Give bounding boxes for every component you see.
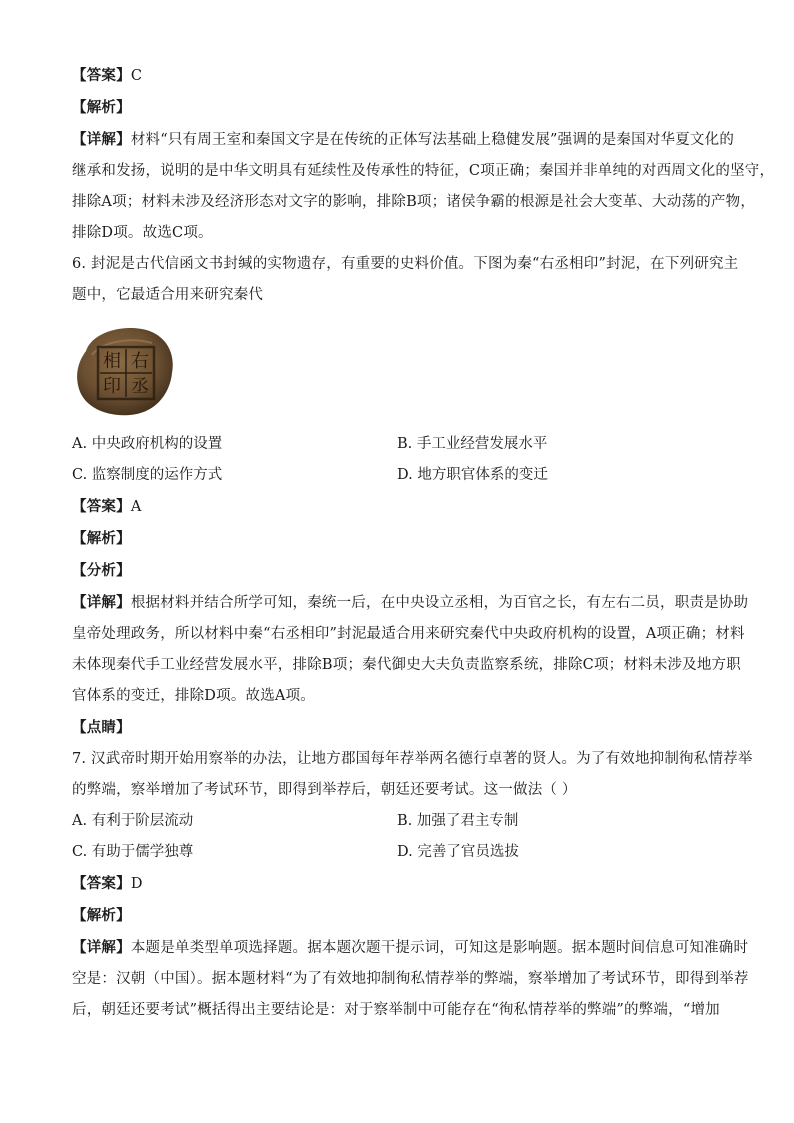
answer-label: 【答案】: [72, 875, 131, 892]
q5-detail-line-2: 继承和发扬，说明的是中华文明具有延续性及传承性的特征，C项正确；秦国并非单纯的对西周文化的坚守，: [72, 163, 775, 179]
q5-answer: [72, 60, 722, 92]
q6-option-c: C. 监察制度的运作方式: [72, 467, 223, 483]
q7-answer: [72, 868, 722, 900]
detail-label: 【详解】: [72, 594, 131, 611]
q6-detail-line-1: 【详解】根据材料并结合所学可知，秦统一后，在中央设立丞相，为百官之长，有左右二员，职责是协助: [72, 594, 749, 611]
q6-stem-line-2: 题中，它最适合用来研究秦代: [72, 287, 264, 303]
seal-char-you: 右: [131, 351, 149, 372]
answer-label: 【答案】: [72, 498, 131, 515]
q6-fenxi-label: 【分析】: [72, 562, 131, 579]
q6-analysis-label: 【解析】: [72, 530, 131, 547]
q7-detail-line-2: 空是：汉朝（中国）。据本题材料“为了有效地抑制徇私情荐举的弊端，察举增加了考试环节，即得到举荐: [72, 971, 749, 987]
answer-label: 【答案】: [72, 67, 131, 84]
seal-char-yin: 印: [103, 376, 121, 397]
answer-value: A: [130, 499, 142, 515]
q7-option-a: A. 有利于阶层流动: [72, 813, 194, 829]
q7-options-row-2: [72, 837, 722, 868]
q7-analysis-label: 【解析】: [72, 907, 131, 924]
q7-stem-line-2: 的弊端，察举增加了考试环节，即得到举荐后，朝廷还要考试。这一做法（ ）: [72, 782, 577, 798]
q7-option-d: D. 完善了官员选拔: [397, 844, 519, 860]
q6-detail-line-4: 官体系的变迁，排除D项。故选A项。: [72, 688, 315, 704]
q7-options-row-1: [72, 806, 722, 837]
q7-option-c: C. 有助于儒学独尊: [72, 844, 194, 860]
q6-answer: [72, 491, 722, 523]
q7-option-b: B. 加强了君主专制: [397, 813, 519, 829]
detail-label: 【详解】: [72, 131, 131, 148]
q6-stem-line-1: 6. 封泥是古代信函文书封缄的实物遗存，有重要的史料价值。下图为秦“右丞相印”封泥，在下列研究主: [72, 256, 739, 272]
q7-detail-line-3: 后，朝廷还要考试”概括得出主要结论是：对于察举制中可能存在“徇私情荐举的弊端”的弊端，“增加: [72, 1002, 720, 1018]
q5-detail-line-1: 【详解】材料“只有周王室和秦国文字是在传统的正体写法基础上稳健发展”强调的是秦国对华夏文化的: [72, 131, 735, 148]
q5-detail-line-3: 排除A项；材料未涉及经济形态对文字的影响，排除B项；诸侯争霸的根源是社会大变革、大动荡的产物，: [72, 194, 756, 210]
q6-option-d: D. 地方职官体系的变迁: [397, 467, 548, 483]
q6-options-row-2: [72, 460, 722, 491]
answer-value: C: [130, 68, 143, 84]
q6-detail-line-2: 皇帝处理政务，所以材料中秦“右丞相印”封泥最适合用来研究秦代中央政府机构的设置，A项正确；材料: [72, 626, 745, 642]
q6-option-a: A. 中央政府机构的设置: [72, 436, 223, 452]
q6-detail-line-3: 未体现秦代手工业经营发展水平，排除B项；秦代御史大夫负责监察系统，排除C项；材料未涉及地方职: [72, 657, 741, 673]
detail-label: 【详解】: [72, 939, 131, 956]
q7-detail-line-1: 【详解】本题是单类型单项选择题。据本题次题干提示词，可知这是影响题。据本题时间信息可知准确时: [72, 939, 749, 956]
seal-char-cheng: 丞: [131, 376, 149, 397]
document-page: [72, 60, 775, 1026]
answer-value: D: [130, 876, 143, 892]
q5-detail-line-4: 排除D项。故选C项。: [72, 225, 213, 241]
clay-seal-picture: [72, 321, 182, 421]
q6-options-row-1: [72, 429, 722, 460]
q7-stem-line-1: 7. 汉武帝时期开始用察举的办法，让地方郡国每年荐举两名德行卓著的贤人。为了有效地抑制徇私情荐举: [72, 751, 753, 767]
q6-dianjing-label: 【点睛】: [72, 719, 131, 736]
clay-seal-image: [72, 321, 182, 421]
seal-char-xiang: 相: [103, 351, 121, 372]
q6-option-b: B. 手工业经营发展水平: [397, 436, 548, 452]
q5-analysis-label: 【解析】: [72, 99, 131, 116]
